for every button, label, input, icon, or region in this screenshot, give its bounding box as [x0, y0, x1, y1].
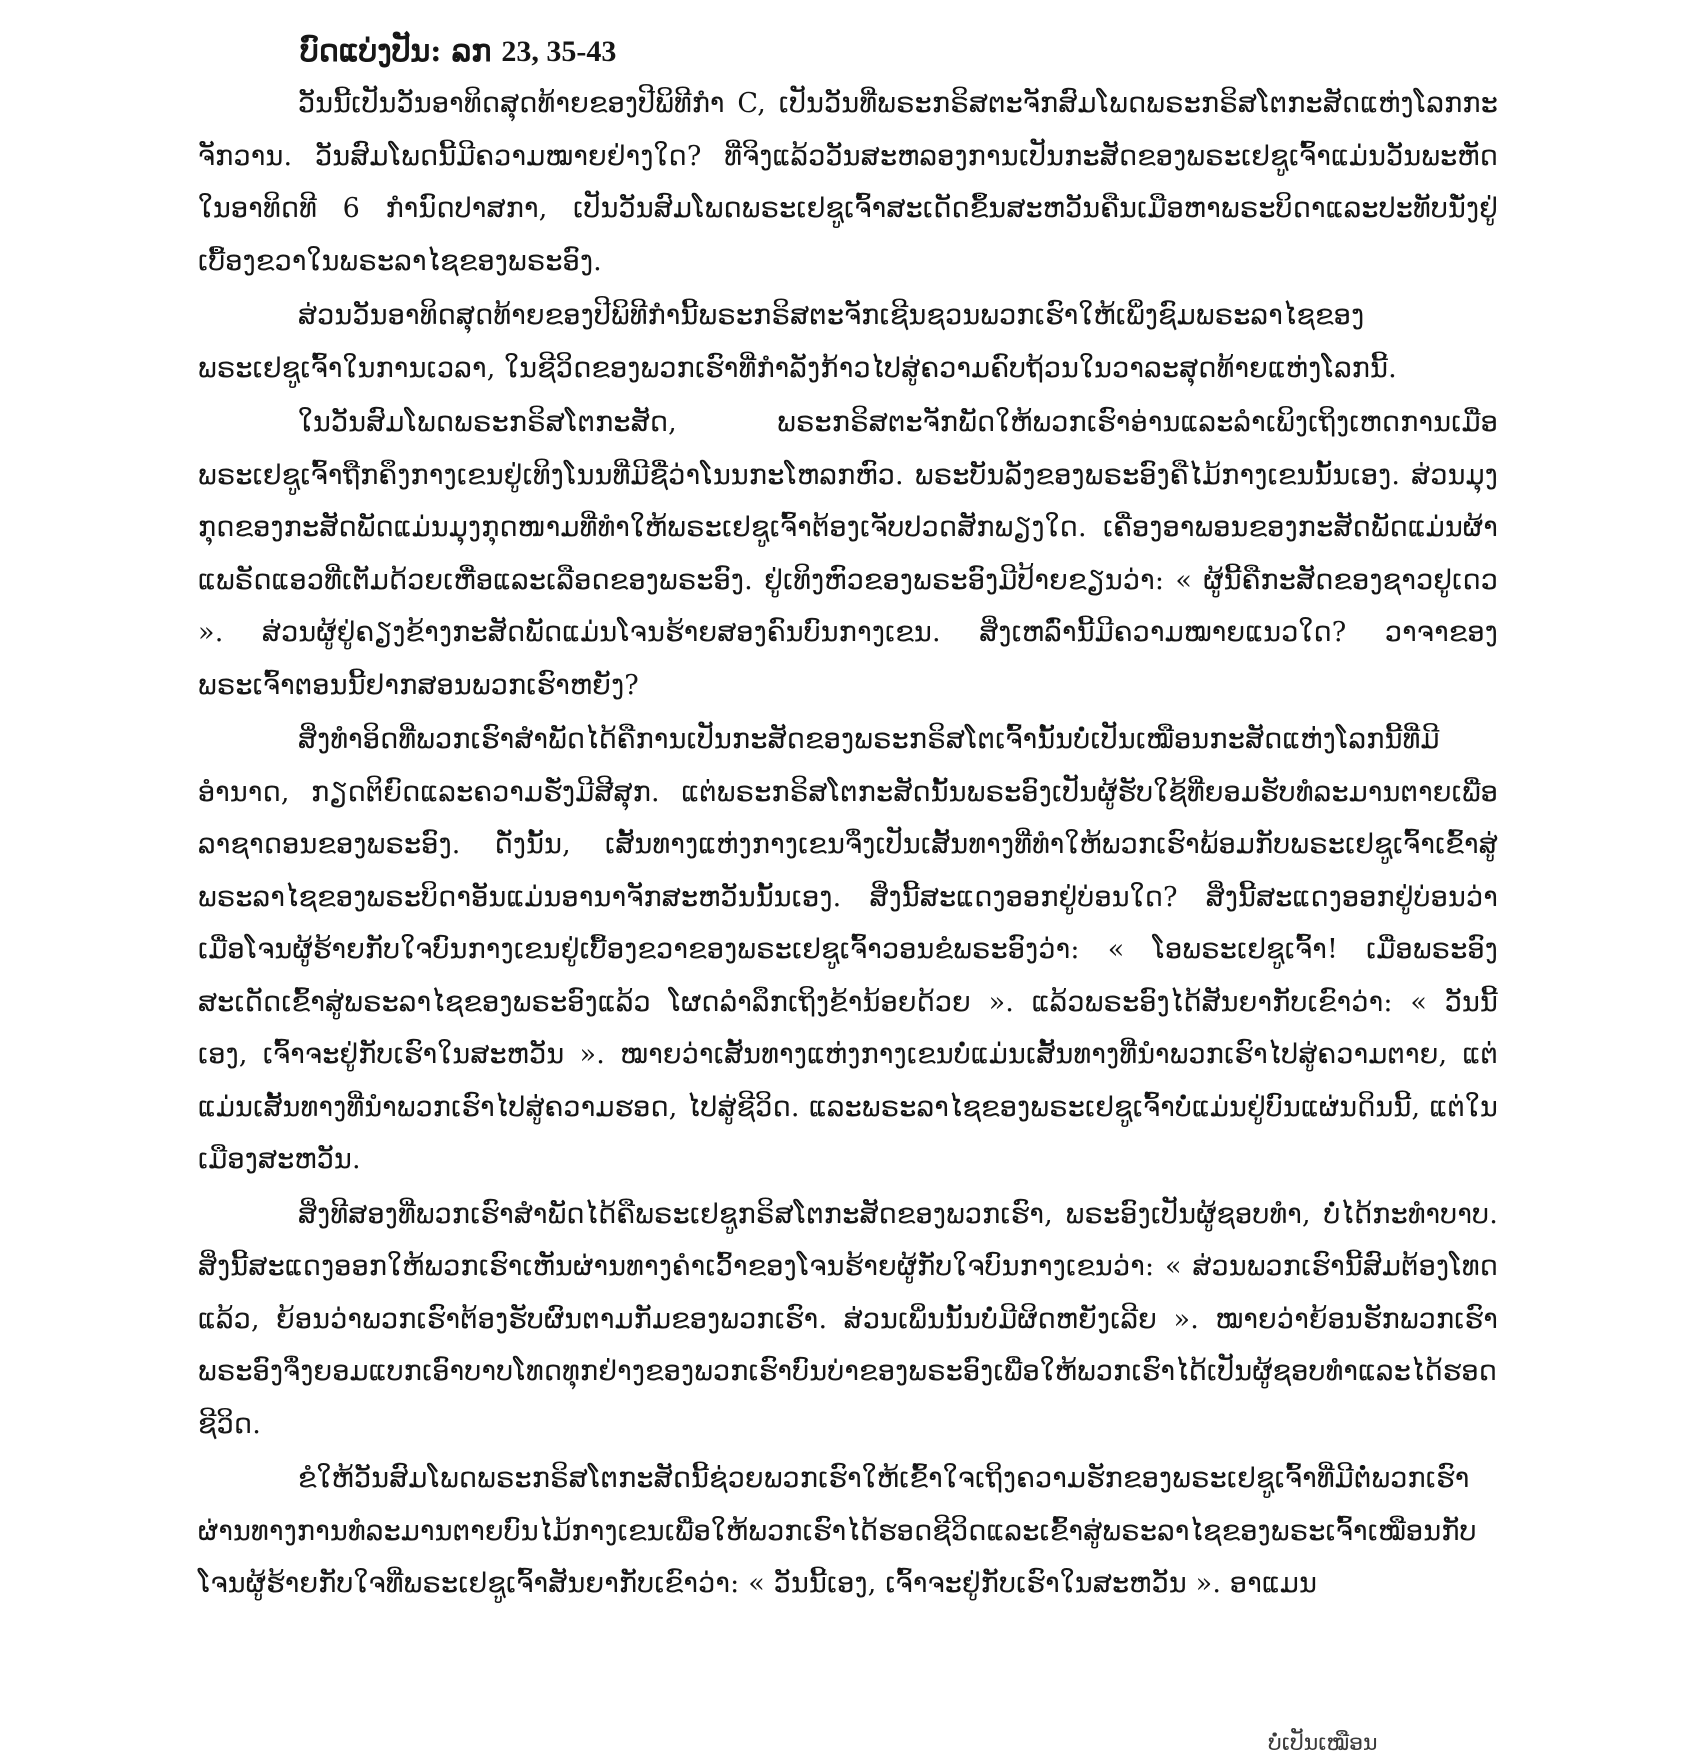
- homily-body: [198, 78, 1498, 1611]
- cut-off-next-line: ບໍ່ເປັນເໝືອນ: [1268, 1731, 1378, 1756]
- heading-label: ບົດແບ່ງປັນ: ລກ: [300, 34, 492, 69]
- page-heading: [300, 30, 616, 74]
- scripture-reference: 23, 35-43: [501, 35, 617, 68]
- paragraph-3: ໃນວັນສົມໂພດພຣະກຣິສໂຕກະສັດ, ພຣະກຣິສຕະຈັກພັດໃຫ້ພວກເຮົາອ່ານແລະລຳເພິງເຖິງເຫດການເມື່ອພຣະເຢຊູເຈົ້າຖືກຄຶງກາງເຂນຢູ່ເທິງໂນນທີ່ມີຊື່ວ່າໂນນກະໂຫລກຫົວ. ພຣະບັນລັງຂອງພຣະອົງຄືໄມ້ກາງເຂນນັ້ນເອງ. ສ່ວນມຸງກຸດຂອງກະສັດພັດແມ່ນມຸງກຸດໜາມທີ່ທຳໃຫ້ພຣະເຢຊູເຈົ້າຕ້ອງເຈັບປວດສັກພຽງໃດ. ເຄື່ອງອາພອນຂອງກະສັດພັດແມ່ນຜ້າແພຣັດແອວທີ່ເຕັມດ້ວຍເຫື່ອແລະເລືອດຂອງພຣະອົງ. ຢູ່ເທິງຫົວຂອງພຣະອົງມີປ້າຍຂຽນວ່າ: « ຜູ້ນີ້ຄືກະສັດຂອງຊາວຢູເດວ ». ສ່ວນຜູ້ຢູ່ຄຽງຂ້າງກະສັດພັດແມ່ນໂຈນຮ້າຍສອງຄົນບົນກາງເຂນ. ສິ່ງເຫລົ່ານີ້ມີຄວາມໝາຍແນວໃດ? ວາຈາຂອງພຣະເຈົ້າຕອນນີ້ຢາກສອນພວກເຮົາຫຍັງ?: [198, 407, 1498, 701]
- paragraph-2: ສ່ວນວັນອາທິດສຸດທ້າຍຂອງປີພິທີກຳນີ້ພຣະກຣິສຕະຈັກເຊີນຊວນພວກເຮົາໃຫ້ເພິ່ງຊົມພຣະລາໄຊຂອງພຣະເຢຊູເຈົ້າໃນການເວລາ, ໃນຊີວິດຂອງພວກເຮົາທີ່ກຳລັງກ້າວໄປສູ່ຄວາມຄົບຖ້ວນໃນວາລະສຸດທ້າຍແຫ່ງໂລກນີ້.: [198, 300, 1397, 384]
- paragraph-6: ຂໍໃຫ້ວັນສົມໂພດພຣະກຣິສໂຕກະສັດນີ້ຊ່ວຍພວກເຮົາໃຫ້ເຂົ້າໃຈເຖິງຄວາມຮັກຂອງພຣະເຢຊູເຈົ້າທີ່ມີຕໍ່ພວກເຮົາ ຜ່ານທາງການທໍລະມານຕາຍບົນໄມ້ກາງເຂນເພື່ອໃຫ້ພວກເຮົາໄດ້ຮອດຊີວິດແລະເຂົ້າສູ່ພຣະລາໄຊຂອງພຣະເຈົ້າເໝືອນກັບໂຈນຜູ້ຮ້າຍກັບໃຈທີ່ພຣະເຢຊູເຈົ້າສັນຍາກັບເຂົາວ່າ: « ວັນນີ້ເອງ, ເຈົ້າຈະຢູ່ກັບເຮົາໃນສະຫວັນ ». ອາແມນ: [198, 1463, 1477, 1599]
- paragraph-1: ວັນນີ້ເປັນວັນອາທິດສຸດທ້າຍຂອງປີພິທີກຳ C, ເປັນວັນທີ່ພຣະກຣິສຕະຈັກສົມໂພດພຣະກຣິສໂຕກະສັດແຫ່ງໂລກກະຈັກວານ. ວັນສົມໂພດນີ້ມີຄວາມໝາຍຢ່າງໃດ? ທີ່ຈິງແລ້ວວັນສະຫລອງການເປັນກະສັດຂອງພຣະເຢຊູເຈົ້າແມ່ນວັນພະຫັດໃນອາທິດທີ 6 ກຳນົດປາສກາ, ເປັນວັນສົມໂພດພຣະເຢຊູເຈົ້າສະເດັດຂຶ້ນສະຫວັນຄືນເມືອຫາພຣະບິດາແລະປະທັບນັ່ງຢູ່ເບື້ອງຂວາໃນພຣະລາໄຊຂອງພຣະອົງ.: [198, 88, 1498, 277]
- paragraph-4: ສິ່ງທຳອິດທີ່ພວກເຮົາສຳພັດໄດ້ຄືການເປັນກະສັດຂອງພຣະກຣິສໂຕເຈົ້ານັ້ນບໍ່ເປັນເໝືອນກະສັດແຫ່ງໂລກນີ້ທີ່ມີອຳນາດ, ກຽດຕິຍົດແລະຄວາມຮັ່ງມີສີສຸກ. ແຕ່ພຣະກຣິສໂຕກະສັດນັ້ນພຣະອົງເປັນຜູ້ຮັບໃຊ້ທີ່ຍອມຮັບທໍລະມານຕາຍເພື່ອລາຊາດອນຂອງພຣະອົງ. ດັ່ງນັ້ນ, ເສັ້ນທາງແຫ່ງກາງເຂນຈຶ່ງເປັນເສັ້ນທາງທີ່ທຳໃຫ້ພວກເຮົາພ້ອມກັບພຣະເຢຊູເຈົ້າເຂົ້າສູ່ພຣະລາໄຊຂອງພຣະບິດາອັນແມ່ນອານາຈັກສະຫວັນນັ້ນເອງ. ສິ່ງນີ້ສະແດງອອກຢູ່ບ່ອນໃດ? ສິ່ງນີ້ສະແດງອອກຢູ່ບ່ອນວ່າເມື່ອໂຈນຜູ້ຮ້າຍກັບໃຈບົນກາງເຂນຢູ່ເບື້ອງຂວາຂອງພຣະເຢຊູເຈົ້າວອນຂໍພຣະອົງວ່າ: « ໂອພຣະເຢຊູເຈົ້າ! ເມື່ອພຣະອົງສະເດັດເຂົ້າສູ່ພຣະລາໄຊຂອງພຣະອົງແລ້ວ ໂຜດລຳລຶກເຖິງຂ້ານ້ອຍດ້ວຍ ». ແລ້ວພຣະອົງໄດ້ສັນຍາກັບເຂົາວ່າ: « ວັນນີ້ເອງ, ເຈົ້າຈະຢູ່ກັບເຮົາໃນສະຫວັນ ». ໝາຍວ່າເສັ້ນທາງແຫ່ງກາງເຂນບໍ່ແມ່ນເສັ້ນທາງທີ່ນຳພວກເຮົາໄປສູ່ຄວາມຕາຍ, ແຕ່ແມ່ນເສັ້ນທາງທີ່ນຳພວກເຮົາໄປສູ່ຄວາມຮອດ, ໄປສູ່ຊີວິດ. ແລະພຣະລາໄຊຂອງພຣະເຢຊູເຈົ້າບໍ່ແມ່ນຢູ່ບົນແຜ່ນດິນນີ້, ແຕ່ໃນເມືອງສະຫວັນ.: [198, 724, 1498, 1175]
- paragraph-5: ສິ່ງທີສອງທີ່ພວກເຮົາສຳພັດໄດ້ຄືພຣະເຢຊູກຣິສໂຕກະສັດຂອງພວກເຮົາ, ພຣະອົງເປັນຜູ້ຊອບທຳ, ບໍ່ໄດ້ກະທຳບາບ. ສິ່ງນີ້ສະແດງອອກໃຫ້ພວກເຮົາເຫັນຜ່ານທາງຄຳເວົ້າຂອງໂຈນຮ້າຍຜູ້ກັບໃຈບົນກາງເຂນວ່າ: « ສ່ວນພວກເຮົານີ້ສົມຕ້ອງໂທດແລ້ວ, ຍ້ອນວ່າພວກເຮົາຕ້ອງຮັບຜົນຕາມກັມຂອງພວກເຮົາ. ສ່ວນເພິ່ນນັ້ນບໍ່ມີຜິດຫຍັງເລີຍ ». ໝາຍວ່າຍ້ອນຮັກພວກເຮົາພຣະອົງຈຶ່ງຍອມແບກເອົາບາບໂທດທຸກຢ່າງຂອງພວກເຮົາບົນບ່າຂອງພຣະອົງເພື່ອໃຫ້ພວກເຮົາໄດ້ເປັນຜູ້ຊອບທຳແລະໄດ້ຮອດຊີວິດ.: [198, 1198, 1498, 1440]
